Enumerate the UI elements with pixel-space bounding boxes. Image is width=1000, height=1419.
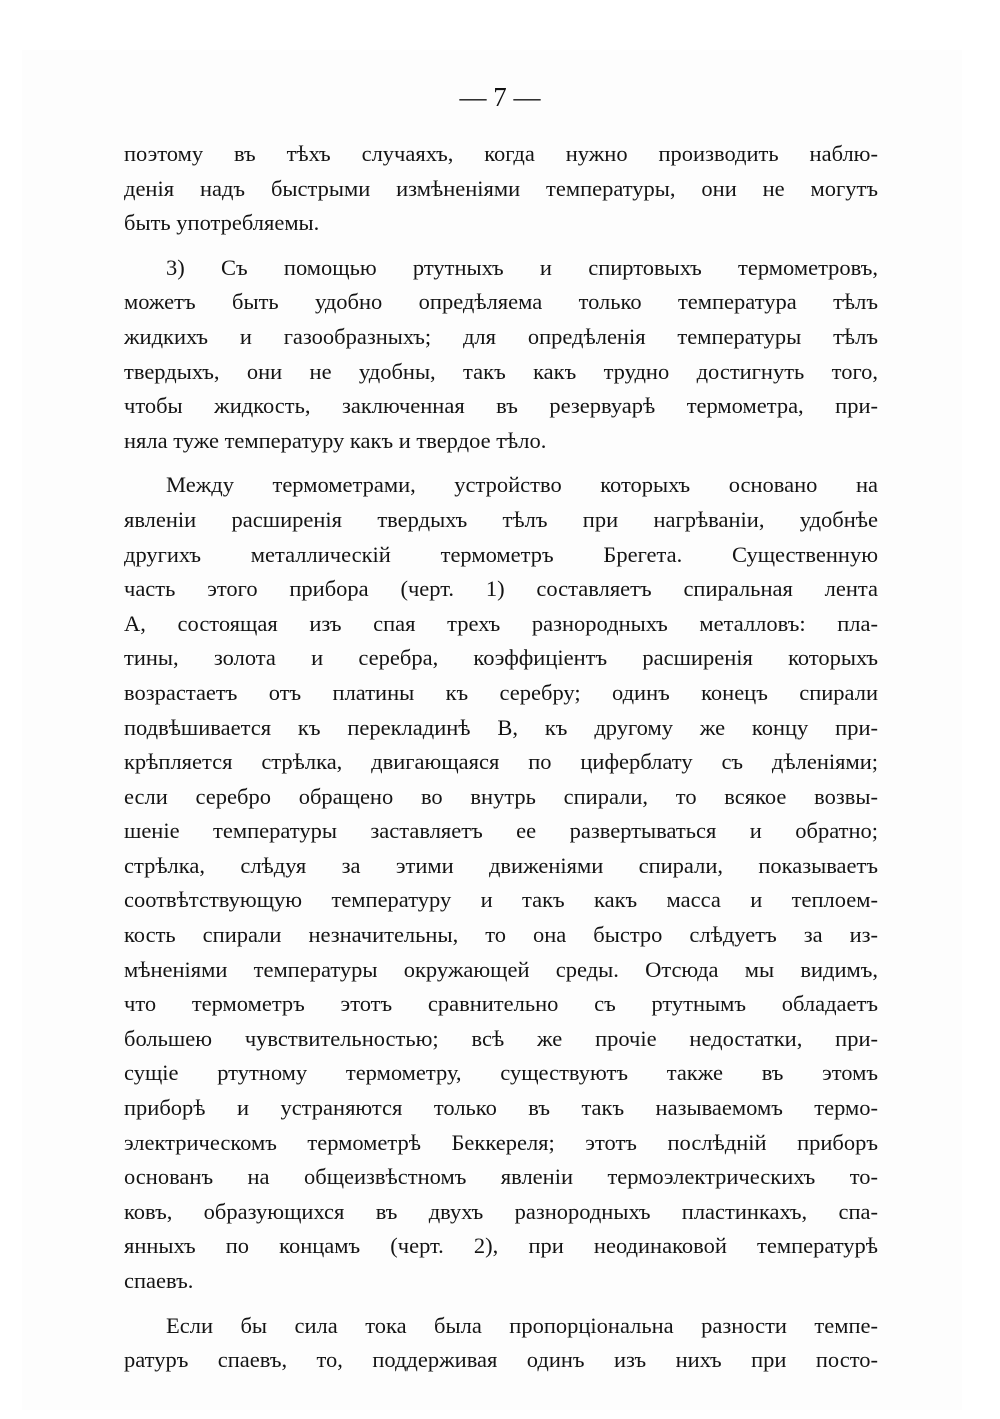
text-line: приборѣ и устраняются только въ такъ называемомъ термо- xyxy=(124,1095,878,1121)
text-line: другихъ металлическій термометръ Брегета. Существенную xyxy=(124,541,878,567)
text-line: что термометръ этотъ сравнительно съ ртутнымъ обладаетъ xyxy=(124,991,878,1017)
text-line: ковъ, образующихся въ двухъ разнородныхъ пластинкахъ, спа- xyxy=(124,1198,878,1224)
text-line: стрѣлка, слѣдуя за этими движеніями спирали, показываетъ xyxy=(124,852,878,878)
text-line: крѣпляется стрѣлка, двигающаяся по циферблату съ дѣленіями; xyxy=(124,749,878,775)
text-line: электрическомъ термометрѣ Беккереля; этотъ послѣдній приборъ xyxy=(124,1129,878,1155)
body-text xyxy=(124,137,878,1378)
paragraph xyxy=(124,1309,878,1378)
text-line: большею чувствительностью; всѣ же прочіе недостатки, при- xyxy=(124,1025,878,1051)
text-line: A, состоящая изъ спая трехъ разнородныхъ металловъ: пла- xyxy=(124,610,878,636)
text-line: быть употребляемы. xyxy=(124,210,320,236)
text-line: соотвѣтствующую температуру и такъ какъ масса и теплоем- xyxy=(124,887,878,913)
text-line: няла туже температуру какъ и твердое тѣло. xyxy=(124,427,547,453)
text-line: спаевъ. xyxy=(124,1268,194,1293)
text-line: основанъ на общеизвѣстномъ явленіи термоэлектрическихъ то- xyxy=(124,1164,878,1190)
text-line: возрастаетъ отъ платины къ серебру; одинъ конецъ спирали xyxy=(124,679,878,705)
text-line: явленіи расширенія твердыхъ тѣлъ при нагрѣваніи, удобнѣе xyxy=(124,506,878,532)
text-line: мѣненіями температуры окружающей среды. Отсюда мы видимъ, xyxy=(124,956,878,982)
text-line: чтобы жидкость, заключенная въ резервуарѣ термометра, при- xyxy=(124,393,878,419)
text-line: кость спирали незначительны, то она быстро слѣдуетъ за из- xyxy=(124,922,878,948)
paragraph xyxy=(124,137,878,241)
text-line: шеніе температуры заставляетъ ее развертываться и обратно; xyxy=(124,818,878,844)
text-line: 3) Съ помощью ртутныхъ и спиртовыхъ термометровъ, xyxy=(166,254,878,280)
text-line: денія надъ быстрыми измѣненіями температуры, они не могутъ xyxy=(124,175,878,201)
text-line: сущіе ртутному термометру, существуютъ также въ этомъ xyxy=(124,1060,878,1086)
page-number: — 7 — xyxy=(459,82,541,112)
text-line: поэтому въ тѣхъ случаяхъ, когда нужно производить наблю- xyxy=(124,141,878,166)
text-line: Между термометрами, устройство которыхъ основано на xyxy=(166,472,878,498)
text-line: часть этого прибора (черт. 1) составляетъ спиральная лента xyxy=(124,576,878,602)
paragraph xyxy=(124,251,878,459)
text-line: янныхъ по концамъ (черт. 2), при неодинаковой температурѣ xyxy=(124,1233,878,1259)
text-line: Если бы сила тока была пропорціональна разности темпе- xyxy=(166,1312,878,1338)
paragraph xyxy=(124,468,878,1298)
text-line: твердыхъ, они не удобны, такъ какъ трудно достигнуть того, xyxy=(124,358,878,384)
text-line: жидкихъ и газообразныхъ; для опредѣленія температуры тѣлъ xyxy=(124,323,878,349)
text-line: можетъ быть удобно опредѣляема только температура тѣлъ xyxy=(124,289,878,315)
text-line: ратуръ спаевъ, то, поддерживая одинъ изъ нихъ при посто- xyxy=(124,1347,878,1373)
text-line: тины, золота и серебра, коэффиціентъ расширенія которыхъ xyxy=(124,645,878,671)
text-line: подвѣшивается къ перекладинѣ B, къ другому же концу при- xyxy=(124,714,878,740)
text-line: если серебро обращено во внутрь спирали, то всякое возвы- xyxy=(124,783,878,809)
